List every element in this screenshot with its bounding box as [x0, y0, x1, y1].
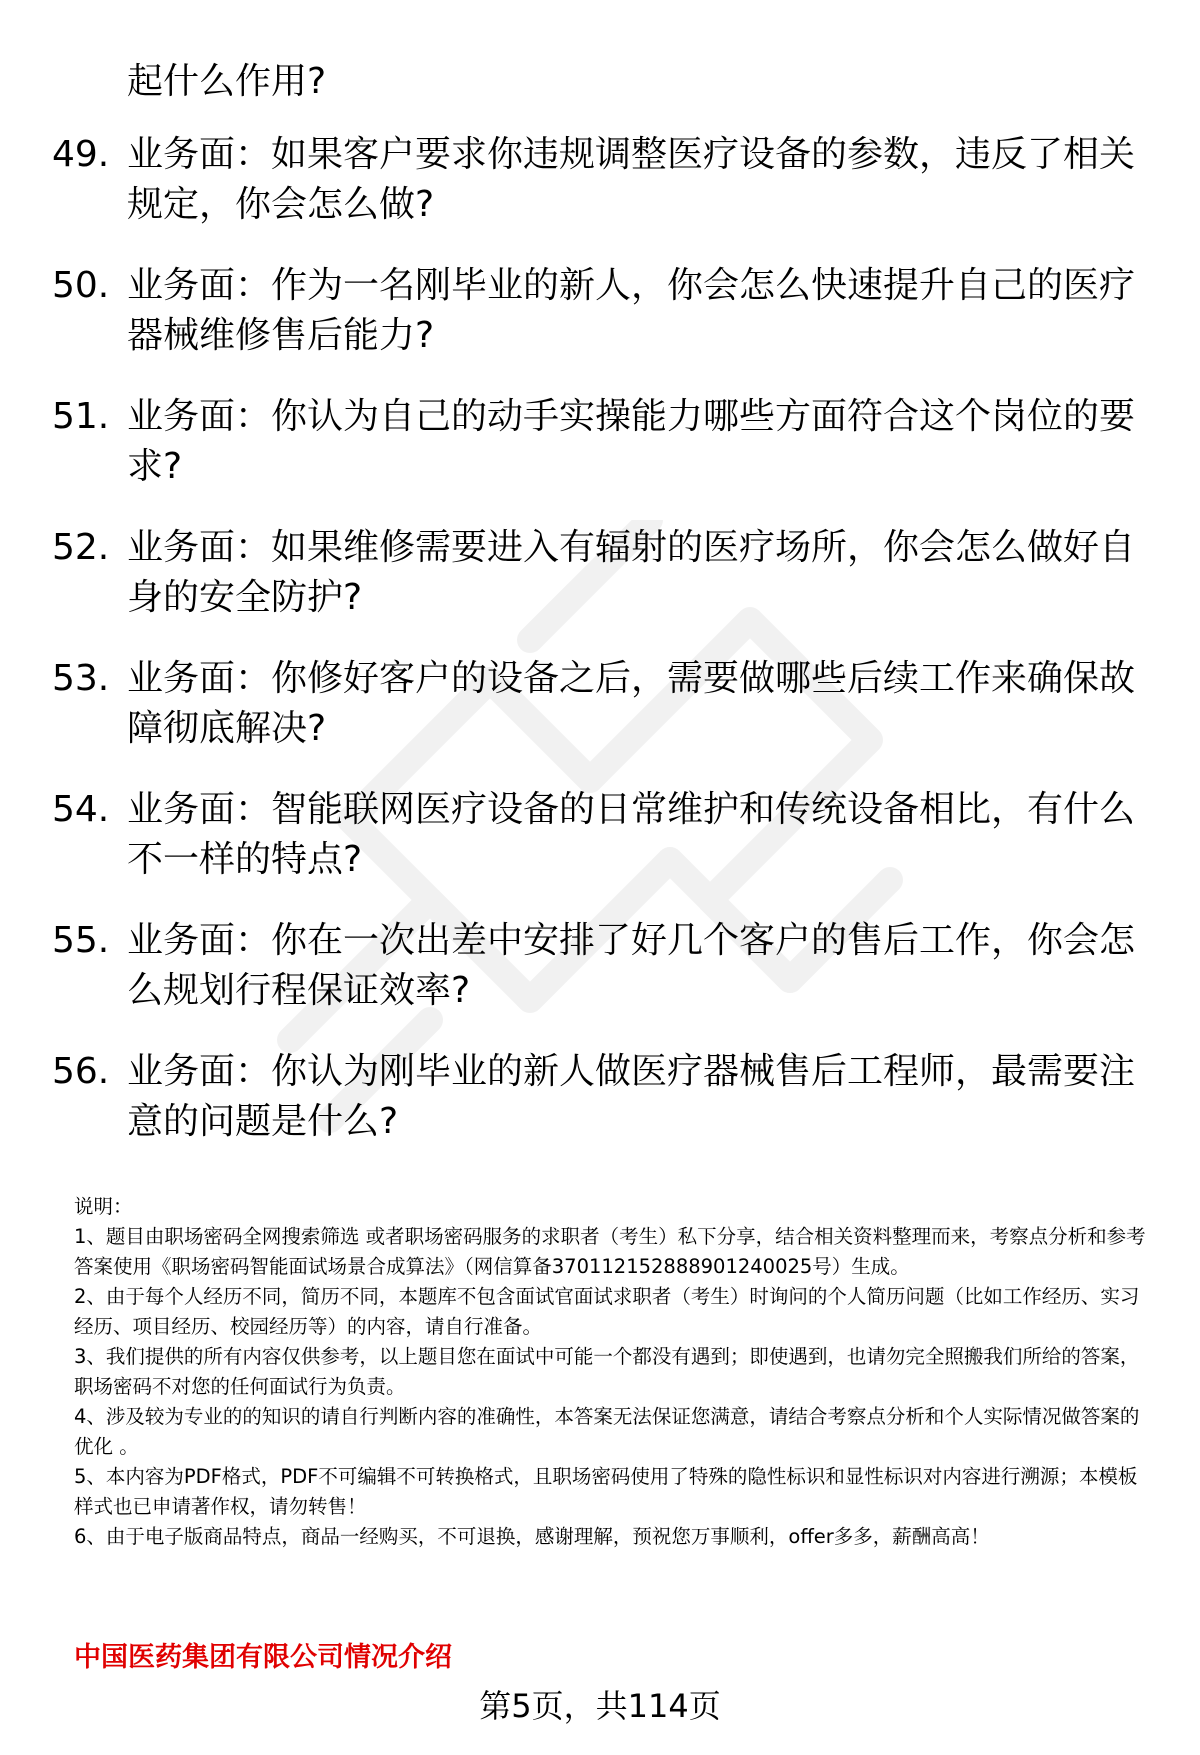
question-text: 业务面：如果客户要求你违规调整医疗设备的参数，违反了相关规定，你会怎么做?	[127, 134, 1136, 225]
question-text: 业务面：你认为刚毕业的新人做医疗器械售后工程师，最需要注意的问题是什么?	[127, 1051, 1136, 1142]
question-number: 55.	[52, 920, 110, 961]
note-item: 6、由于电子版商品特点，商品一经购买，不可退换，感谢理解，预祝您万事顺利，offer多多，薪酬高高！	[74, 1525, 990, 1548]
question-text: 业务面：你在一次出差中安排了好几个客户的售后工作，你会怎么规划行程保证效率?	[127, 920, 1136, 1011]
question-text: 业务面：你认为自己的动手实操能力哪些方面符合这个岗位的要求?	[127, 396, 1136, 487]
note-item: 2、由于每个人经历不同，简历不同，本题库不包含面试官面试求职者（考生）时询问的个人简历问题（比如工作经历、实习经历、项目经历、校园经历等）的内容，请自行准备。	[74, 1285, 1140, 1338]
company-intro-link[interactable]: 中国医药集团有限公司情况介绍	[74, 1642, 452, 1673]
notes-title: 说明：	[74, 1195, 133, 1218]
question-item	[52, 1047, 1142, 1147]
page-number: 第5页，共114页	[479, 1687, 721, 1725]
question-48-continuation: 起什么作用?	[127, 61, 327, 102]
question-text: 业务面：你修好客户的设备之后，需要做哪些后续工作来确保故障彻底解决?	[127, 658, 1136, 749]
question-item	[52, 654, 1142, 754]
question-number: 56.	[52, 1051, 110, 1092]
question-item	[52, 785, 1142, 885]
question-item	[52, 523, 1142, 623]
note-item: 4、涉及较为专业的的知识的请自行判断内容的准确性，本答案无法保证您满意，请结合考察点分析和个人实际情况做答案的优化 。	[74, 1405, 1140, 1458]
question-number: 49.	[52, 134, 110, 175]
question-number: 50.	[52, 265, 110, 306]
question-text: 业务面：如果维修需要进入有辐射的医疗场所，你会怎么做好自身的安全防护?	[127, 527, 1136, 618]
question-item	[52, 261, 1142, 361]
question-number: 53.	[52, 658, 110, 699]
note-item: 5、本内容为PDF格式，PDF不可编辑不可转换格式，且职场密码使用了特殊的隐性标识和显性标识对内容进行溯源；本模板样式也已申请著作权，请勿转售！	[74, 1465, 1138, 1518]
question-list	[52, 58, 1142, 1178]
question-item	[52, 916, 1142, 1016]
question-text: 业务面：作为一名刚毕业的新人，你会怎么快速提升自己的医疗器械维修售后能力?	[127, 265, 1136, 356]
question-number: 54.	[52, 789, 110, 830]
question-item	[52, 130, 1142, 230]
question-number: 51.	[52, 396, 110, 437]
question-text: 业务面：智能联网医疗设备的日常维护和传统设备相比，有什么不一样的特点?	[127, 789, 1136, 880]
note-item: 3、我们提供的所有内容仅供参考，以上题目您在面试中可能一个都没有遇到；即使遇到，也请勿完全照搬我们所给的答案，职场密码不对您的任何面试行为负责。	[74, 1345, 1140, 1398]
disclaimer-notes	[74, 1192, 1154, 1552]
question-number: 52.	[52, 527, 110, 568]
question-item	[52, 392, 1142, 492]
note-item: 1、题目由职场密码全网搜索筛选 或者职场密码服务的求职者（考生）私下分享，结合相关资料整理而来，考察点分析和参考答案使用《职场密码智能面试场景合成算法》（网信算备370112152888901240025号）生成。	[74, 1225, 1146, 1278]
